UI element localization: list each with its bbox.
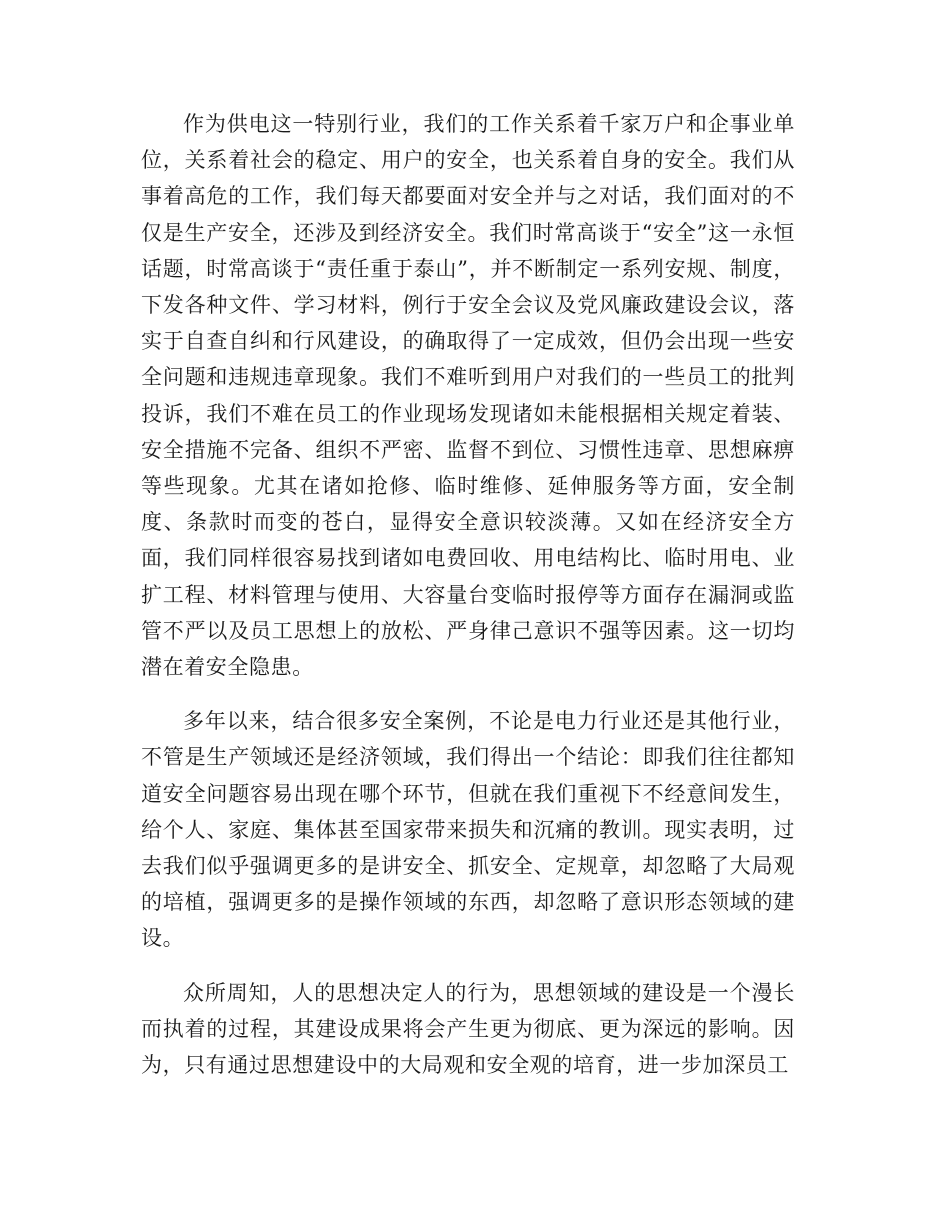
document-body bbox=[141, 106, 795, 1101]
paragraph-2: 多年以来，结合很多安全案例，不论是电力行业还是其他行业，不管是生产领域还是经济领域，我们得出一个结论：即我们往往都知道安全问题容易出现在哪个环节，但就在我们重视下不经意间发生，给个人、家庭、集体甚至国家带来损失和沉痛的教训。现实表明，过去我们似乎强调更多的是讲安全、抓安全、定规章，却忽略了大局观的培植，强调更多的是操作领域的东西，却忽略了意识形态领域的建设。 bbox=[141, 709, 795, 951]
paragraph-1: 作为供电这一特别行业，我们的工作关系着千家万户和企事业单位，关系着社会的稳定、用户的安全，也关系着自身的安全。我们从事着高危的工作，我们每天都要面对安全并与之对话，我们面对的不仅是生产安全，还涉及到经济安全。我们时常高谈于“安全”这一永恒话题，时常高谈于“责任重于泰山”，并不断制定一系列安规、制度，下发各种文件、学习材料，例行于安全会议及党风廉政建设会议，落实于自查自纠和行风建设，的确取得了一定成效，但仍会出现一些安全问题和违规违章现象。我们不难听到用户对我们的一些员工的批判投诉，我们不难在员工的作业现场发现诸如未能根据相关规定着装、安全措施不完备、组织不严密、监督不到位、习惯性违章、思想麻痹等些现象。尤其在诸如抢修、临时维修、延伸服务等方面，安全制度、条款时而变的苍白，显得安全意识较淡薄。又如在经济安全方面，我们同样很容易找到诸如电费回收、用电结构比、临时用电、业扩工程、材料管理与使用、大容量台变临时报停等方面存在漏洞或监管不严以及员工思想上的放松、严身律己意识不强等因素。这一切均潜在着安全隐患。 bbox=[141, 112, 795, 680]
paragraph-3: 众所周知，人的思想决定人的行为，思想领域的建设是一个漫长而执着的过程，其建设成果将会产生更为彻底、更为深远的影响。因为，只有通过思想建设中的大局观和安全观的培育，进一步加深员工 bbox=[141, 980, 795, 1078]
